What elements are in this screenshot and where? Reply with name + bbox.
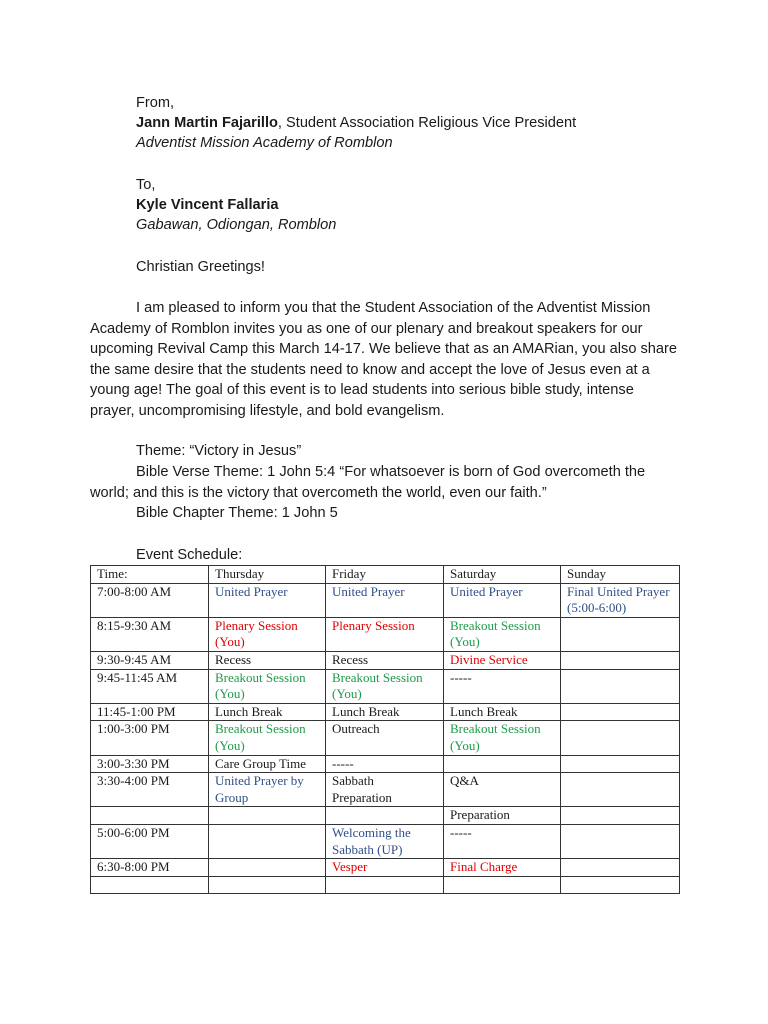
table-cell: 7:00-8:00 AM <box>91 583 209 617</box>
table-cell: United Prayer <box>326 583 444 617</box>
table-cell <box>91 807 209 825</box>
table-cell <box>561 773 680 807</box>
table-cell: Preparation <box>444 807 561 825</box>
header-cell: Time: <box>91 566 209 584</box>
table-cell <box>561 807 680 825</box>
table-cell: 6:30-8:00 PM <box>91 859 209 877</box>
greeting: Christian Greetings! <box>136 259 265 275</box>
body-paragraph: I am pleased to inform you that the Student Association of the Adventist Mission Academy of Romblon invites you as one of our plenary and breakout speakers for our upcoming Revival Camp this March 14-17. We believe that as an AMARian, you also share the same desire that the students need to know and accept the love of Jesus even at a young age! The goal of this event is to lead students into serious bible study, intense prayer, uncompromising lifestyle, and bold evangelism. <box>90 300 678 419</box>
table-cell <box>561 703 680 721</box>
table-cell: Recess <box>209 651 326 669</box>
sender-name: Jann Martin Fajarillo <box>136 115 278 131</box>
from-label: From, <box>136 95 175 111</box>
table-cell <box>326 807 444 825</box>
table-cell <box>444 876 561 893</box>
table-cell: 3:00-3:30 PM <box>91 755 209 773</box>
table-row <box>91 583 680 617</box>
table-cell: ----- <box>444 824 561 858</box>
table-row <box>91 773 680 807</box>
table-cell <box>209 807 326 825</box>
to-label: To, <box>136 177 156 193</box>
table-cell <box>561 859 680 877</box>
schedule-label: Event Schedule: <box>136 547 243 563</box>
table-cell: Breakout Session (You) <box>444 721 561 755</box>
table-cell <box>561 876 680 893</box>
table-row <box>91 721 680 755</box>
table-row <box>91 859 680 877</box>
table-cell: Q&A <box>444 773 561 807</box>
table-cell: Final Charge <box>444 859 561 877</box>
header-cell: Thursday <box>209 566 326 584</box>
table-row <box>91 651 680 669</box>
table-row <box>91 669 680 703</box>
table-cell: 5:00-6:00 PM <box>91 824 209 858</box>
table-cell: Care Group Time <box>209 755 326 773</box>
table-cell: Breakout Session (You) <box>209 721 326 755</box>
table-cell: Outreach <box>326 721 444 755</box>
table-cell: ----- <box>444 669 561 703</box>
table-cell: 9:30-9:45 AM <box>91 651 209 669</box>
table-cell: Lunch Break <box>209 703 326 721</box>
sender-title: , Student Association Religious Vice President <box>277 115 577 131</box>
table-cell: Welcoming the Sabbath (UP) <box>326 824 444 858</box>
table-cell: Plenary Session <box>326 617 444 651</box>
header-cell: Friday <box>326 566 444 584</box>
table-cell: Divine Service <box>444 651 561 669</box>
table-cell: Plenary Session (You) <box>209 617 326 651</box>
table-cell: Final United Prayer (5:00-6:00) <box>561 583 680 617</box>
table-row <box>91 617 680 651</box>
table-cell: Lunch Break <box>444 703 561 721</box>
table-cell <box>561 755 680 773</box>
table-cell: 9:45-11:45 AM <box>91 669 209 703</box>
table-cell <box>444 755 561 773</box>
recipient-name: Kyle Vincent Fallaria <box>136 197 279 213</box>
header-cell: Sunday <box>561 566 680 584</box>
theme: Theme: “Victory in Jesus” <box>136 443 302 459</box>
table-cell: 11:45-1:00 PM <box>91 703 209 721</box>
table-cell: United Prayer <box>209 583 326 617</box>
table-cell <box>209 859 326 877</box>
table-cell: Lunch Break <box>326 703 444 721</box>
chapter-theme: Bible Chapter Theme: 1 John 5 <box>136 505 338 521</box>
table-cell <box>91 876 209 893</box>
table-cell: Sabbath Preparation <box>326 773 444 807</box>
table-cell: Breakout Session (You) <box>444 617 561 651</box>
table-cell <box>561 721 680 755</box>
sender-line <box>136 113 576 133</box>
table-cell <box>209 876 326 893</box>
recipient-address: Gabawan, Odiongan, Romblon <box>136 217 337 233</box>
sender-org: Adventist Mission Academy of Romblon <box>136 135 393 151</box>
verse-theme: Bible Verse Theme: 1 John 5:4 “For whatsoever is born of God overcometh the world; and this is the victory that overcometh the world, even our faith.” <box>90 464 646 501</box>
table-cell: Breakout Session (You) <box>209 669 326 703</box>
table-cell: 8:15-9:30 AM <box>91 617 209 651</box>
table-row <box>91 755 680 773</box>
table-cell: United Prayer <box>444 583 561 617</box>
table-row <box>91 807 680 825</box>
table-row <box>91 703 680 721</box>
table-cell: United Prayer by Group <box>209 773 326 807</box>
table-cell <box>209 824 326 858</box>
table-cell: Recess <box>326 651 444 669</box>
event-schedule-table <box>90 565 680 894</box>
table-cell: 1:00-3:00 PM <box>91 721 209 755</box>
table-row <box>91 876 680 893</box>
table-cell: Breakout Session (You) <box>326 669 444 703</box>
table-cell <box>561 824 680 858</box>
schedule-header-row <box>91 566 680 584</box>
table-cell <box>561 651 680 669</box>
table-cell: Vesper <box>326 859 444 877</box>
table-cell <box>561 617 680 651</box>
table-cell: ----- <box>326 755 444 773</box>
table-row <box>91 824 680 858</box>
table-cell <box>326 876 444 893</box>
header-cell: Saturday <box>444 566 561 584</box>
table-cell <box>561 669 680 703</box>
table-cell: 3:30-4:00 PM <box>91 773 209 807</box>
